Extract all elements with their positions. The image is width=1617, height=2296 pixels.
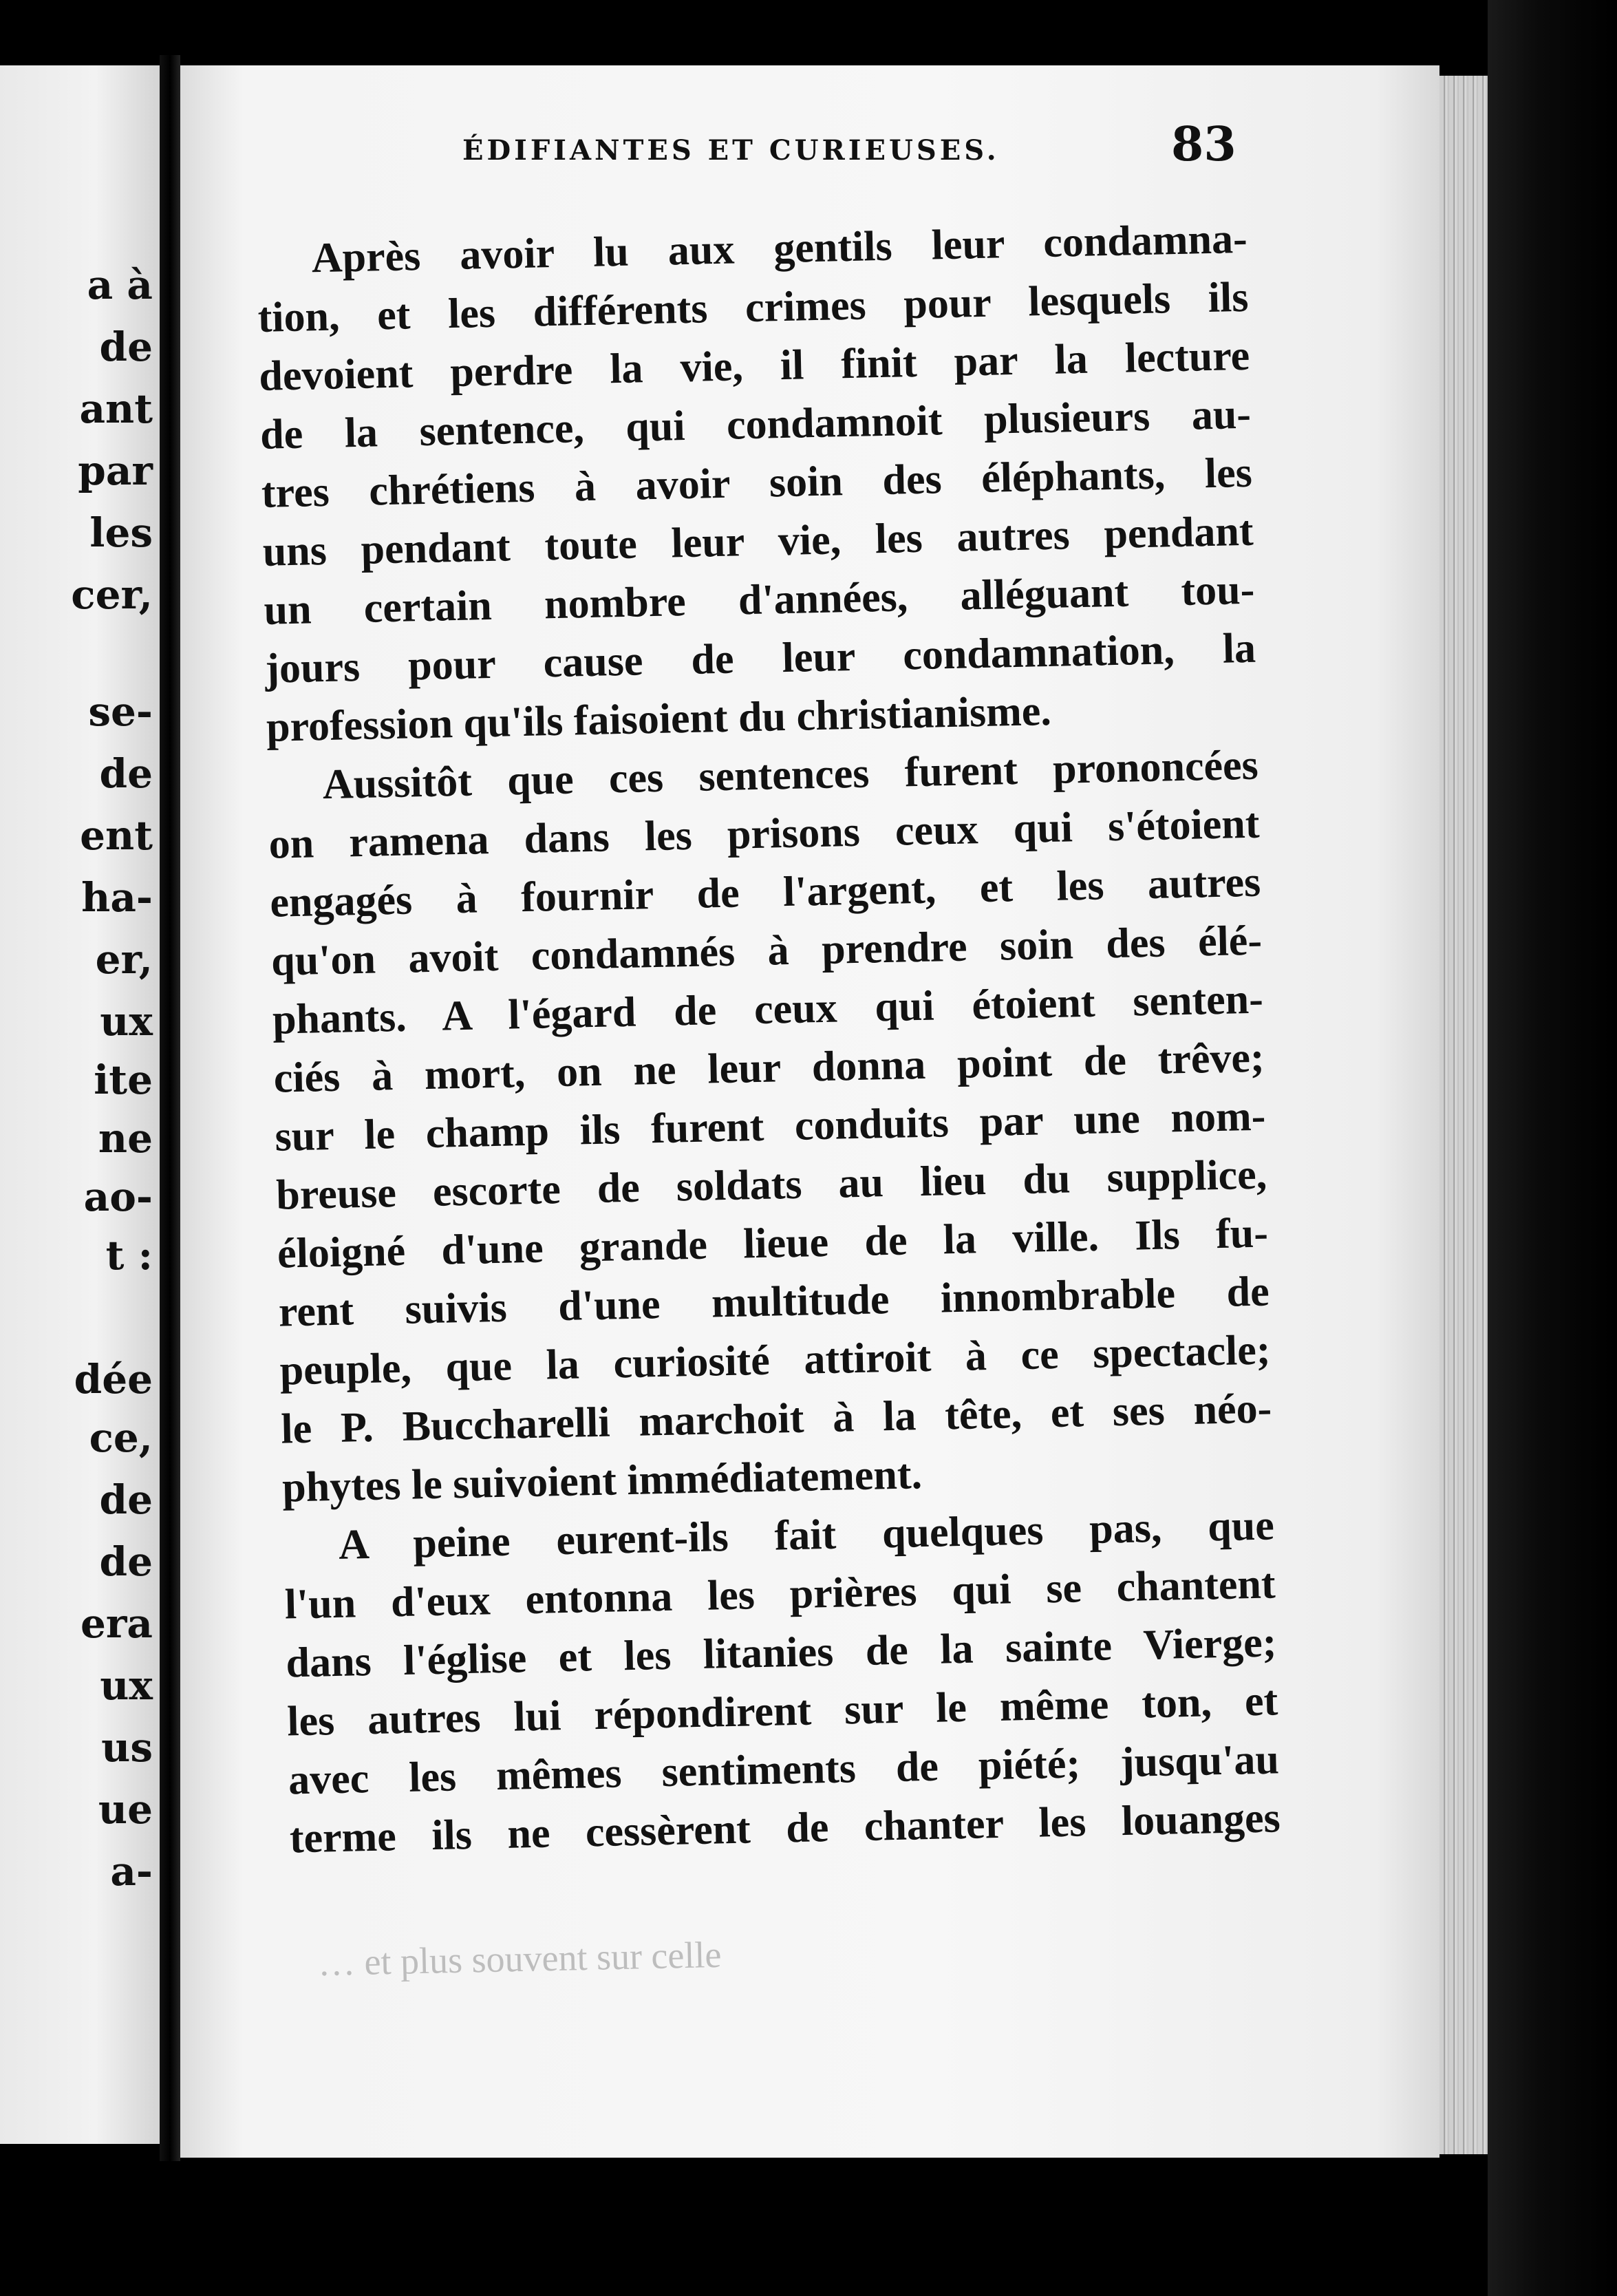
text-line: sur le champ ils furent conduits par une nom- [274,1092,1266,1160]
left-fragment: ux [100,1662,153,1709]
text-line: éloigné d'une grande lieue de la ville. Ils fu- [277,1209,1269,1277]
left-fragment: era [80,1600,153,1647]
book-gutter [160,55,180,2161]
text-line: tres chrétiens à avoir soin des éléphants, les [261,449,1253,517]
text-line: dans l'église et les litanies de la sainte Vierge; [285,1619,1277,1687]
text-line: on ramena dans les prisons ceux qui s'étoient [268,800,1261,868]
left-fragment: les [89,509,153,556]
text-line: Aussitôt que ces sentences furent prononcées [322,741,1259,809]
left-fragment: de [99,1538,153,1585]
left-fragment: cer, [71,571,153,618]
left-fragment: de [99,323,153,370]
text-line: terme ils ne cessèrent de chanter les louanges [289,1794,1281,1862]
bleed-through-text: … et plus souvent sur celle [317,1933,722,1984]
text-line: devoient perdre la vie, il finit par la lecture [258,332,1250,400]
text-line: Après avoir lu aux gentils leur condamna- [311,215,1248,282]
left-fragment: us [101,1724,153,1771]
left-facing-page [0,65,160,2144]
text-line: avec les mêmes sentiments de piété; jusqu'au [288,1736,1280,1804]
running-head: ÉDIFIANTES ET CURIEUSES. [462,134,1000,167]
left-fragment: dée [74,1356,153,1403]
left-fragment: ne [98,1115,153,1162]
left-fragment: er, [95,936,153,983]
text-line: qu'on avoit condamnés à prendre soin des élé- [270,917,1263,985]
text-line: les autres lui répondirent sur le même ton, et [286,1677,1278,1745]
text-line: un certain nombre d'années, alléguant tou- [263,566,1255,634]
text-line: A peine eurent-ils fait quelques pas, que [338,1502,1275,1569]
left-fragment: ao- [83,1173,153,1220]
scan-background [1488,0,1617,2296]
text-line: rent suivis d'une multitude innombrable de [278,1268,1270,1336]
body-text [256,210,1281,1869]
text-line: peuple, que la curiosité attiroit à ce spectacle; [279,1326,1272,1394]
text-line: le P. Buccharelli marchoit à la tête, et ses néo- [280,1385,1272,1453]
left-fragment: ce, [89,1414,153,1461]
left-fragment: ue [98,1786,153,1833]
left-fragment: de [99,750,153,797]
left-fragment: t : [105,1232,153,1279]
left-fragment: de [99,1476,153,1523]
left-fragment: ux [100,998,153,1045]
right-page [180,65,1439,2158]
left-fragment: ent [80,812,153,859]
text-line: phants. A l'égard de ceux qui étoient senten- [272,975,1264,1043]
left-fragment: par [78,447,153,494]
left-fragment: ha- [81,874,153,921]
left-fragment: ite [94,1056,153,1103]
text-line: l'un d'eux entonna les prières qui se chantent [284,1560,1276,1628]
text-line: ciés à mort, on ne leur donna point de trêve; [273,1034,1265,1102]
text-line: profession qu'ils faisoient du christianisme. [266,687,1052,751]
left-fragment: a à [87,262,153,308]
page-edges [1439,76,1488,2154]
text-line: de la sentence, qui condamnoit plusieurs au- [259,390,1252,458]
text-line: breuse escorte de soldats au lieu du supplice, [275,1151,1267,1219]
left-fragment: a- [110,1848,153,1895]
text-line: uns pendant toute leur vie, les autres pendant [262,507,1254,575]
text-line: engagés à fournir de l'argent, et les autres [269,858,1261,926]
text-line: tion, et les différents crimes pour lesquels ils [257,273,1250,341]
left-fragment: se- [88,688,153,735]
text-line: phytes le suivoient immédiatement. [281,1451,923,1511]
text-line: jours pour cause de leur condamnation, la [264,624,1256,692]
page-number: 83 [1171,117,1236,172]
left-fragment: ant [79,385,153,432]
